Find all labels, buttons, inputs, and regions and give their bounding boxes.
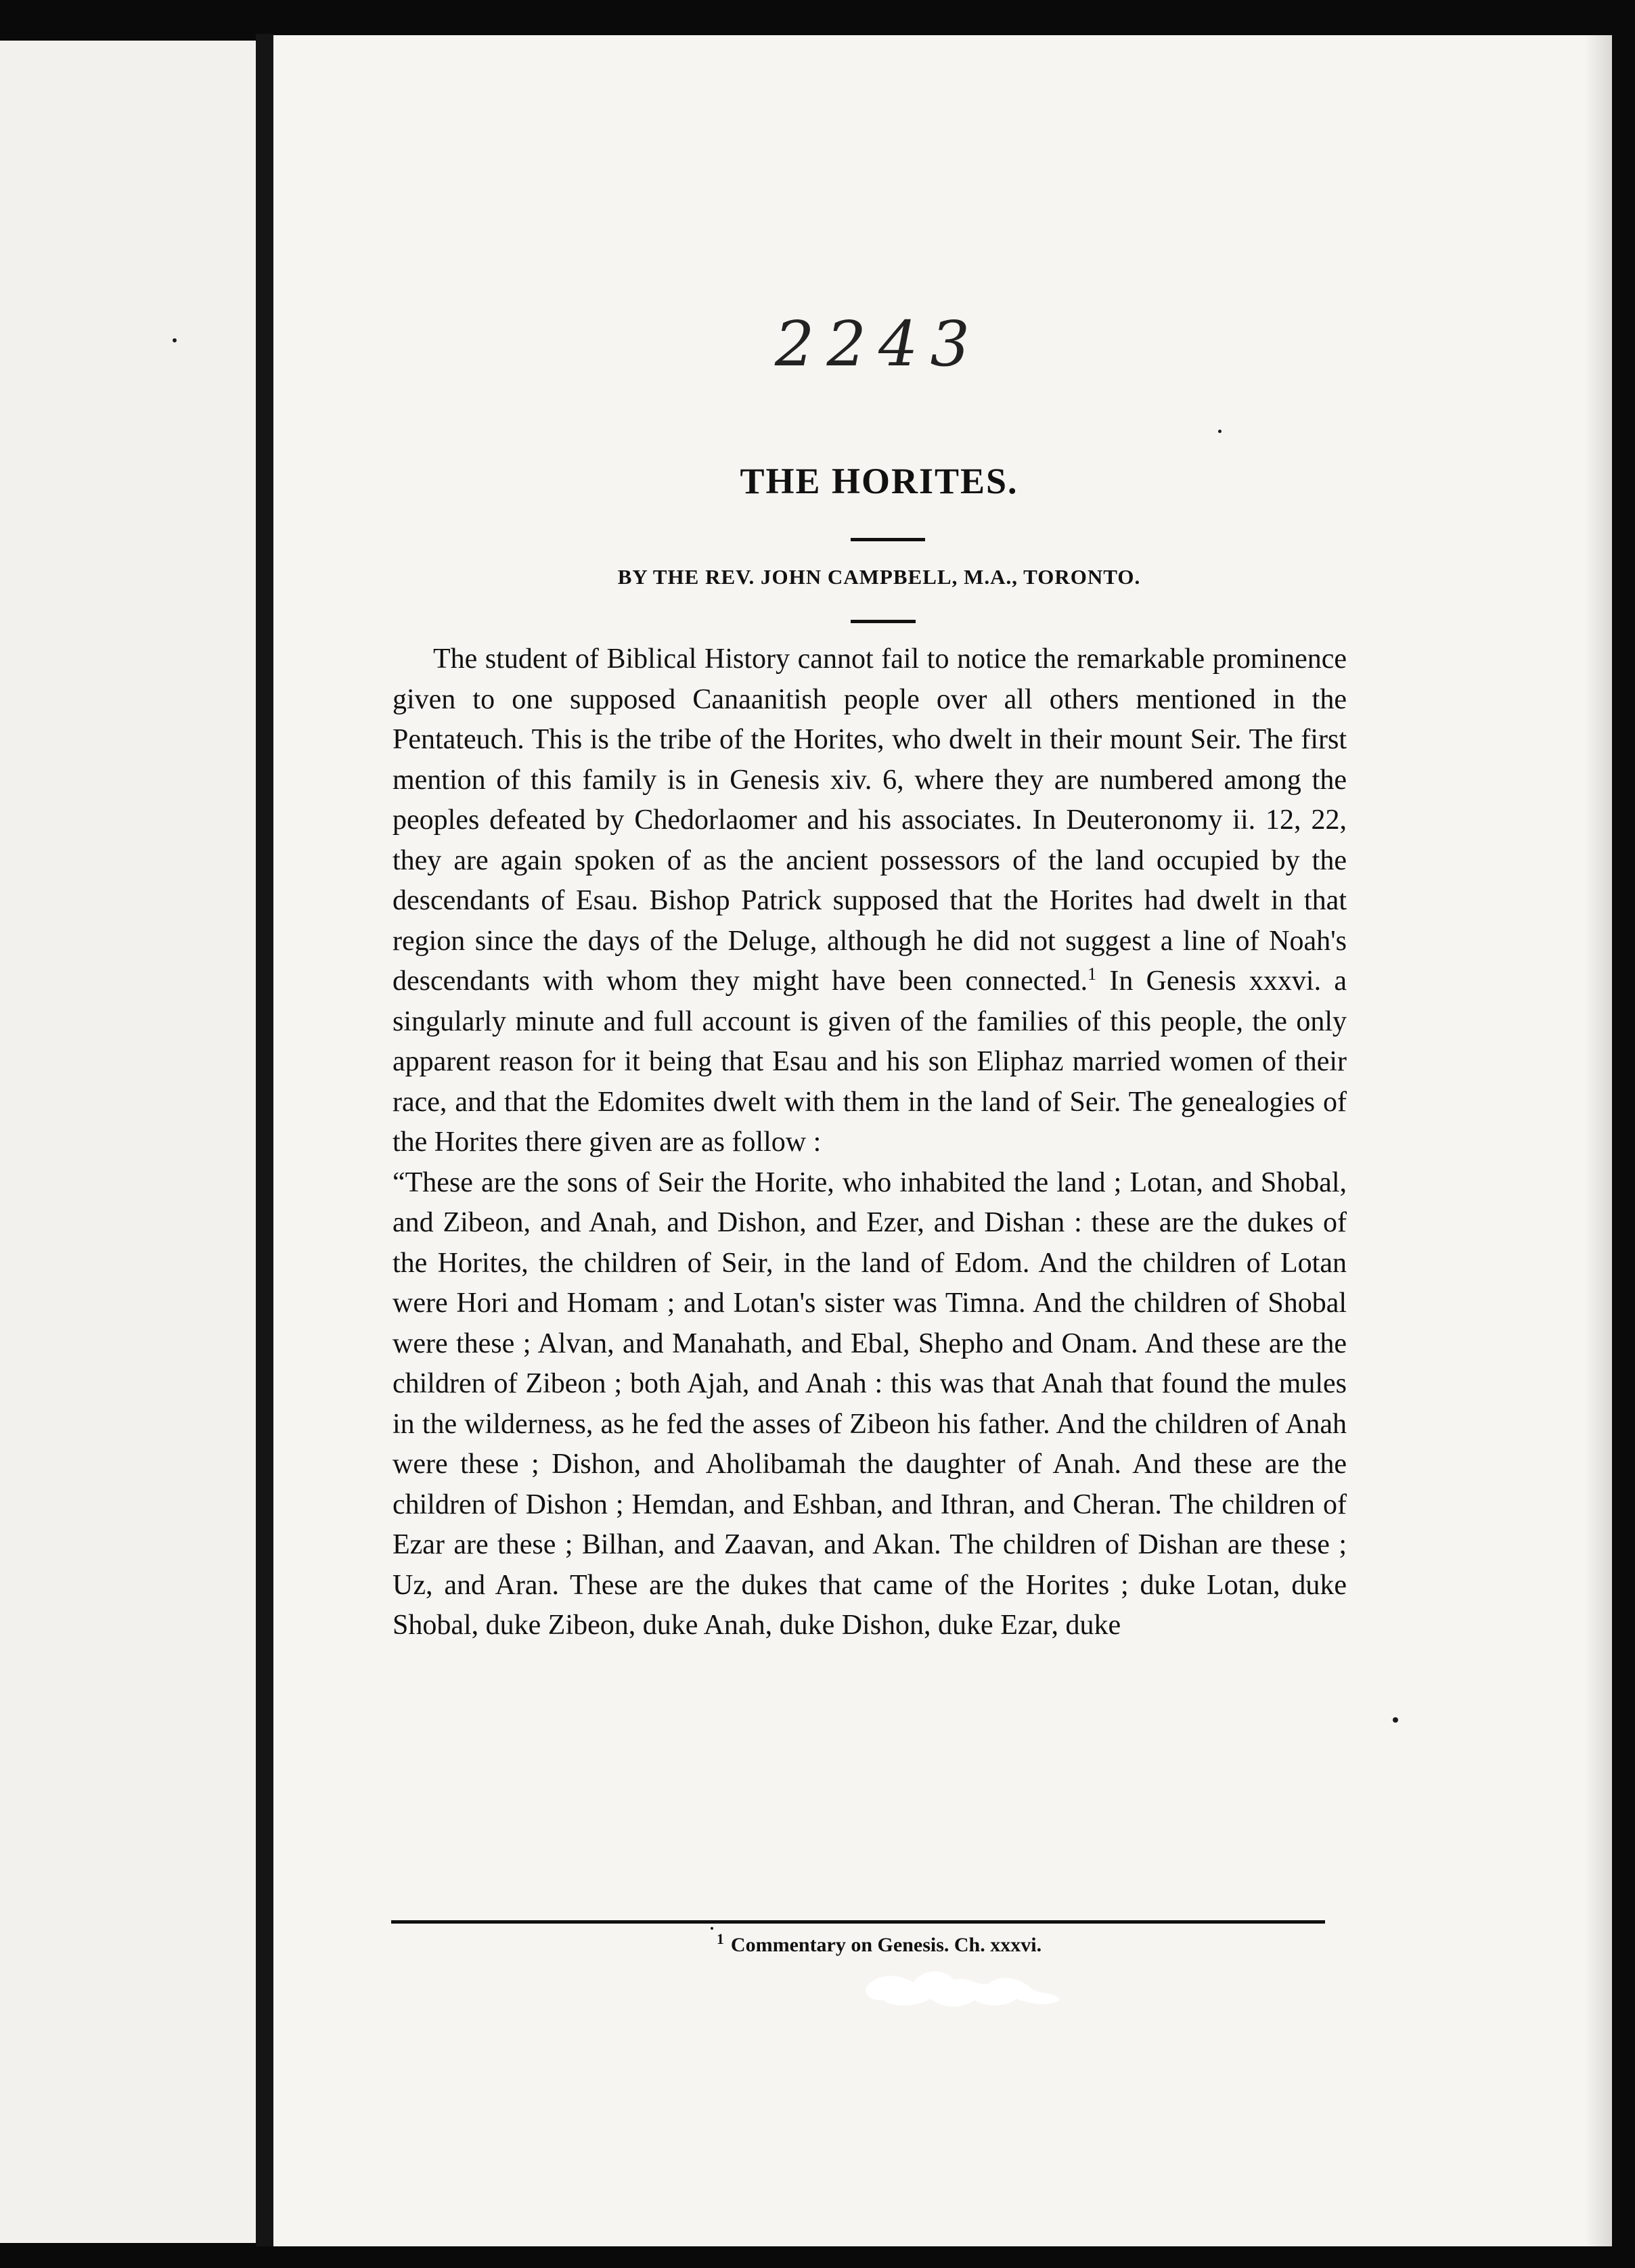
article-title: THE HORITES.: [740, 461, 1018, 501]
footnote: [273, 1930, 1485, 1957]
body-paragraph: [393, 639, 1347, 1163]
article-byline: BY THE REV. JOHN CAMPBELL, M.A., TORONTO.: [617, 565, 1141, 589]
title-rule: [851, 538, 925, 541]
paragraph-text-continued: In Genesis xxxvi. a singularly minute and full account is given of the families of this people, the only apparent reason for it being that Esau and his son Eliphaz married women of their race, and that the Edomites dwelt with them in the land of Seir. The genealogies of the Horites there given are as follow :: [393, 966, 1347, 1158]
footnote-text: Commentary on Genesis. Ch. xxxvi.: [730, 1934, 1042, 1956]
genealogy-quotation: “These are the sons of Seir the Horite, who inhabited the land ; Lotan, and Shobal, and Zibeon, and Anah, and Dishon, and Ezer, and Dishan : these are the dukes of the Horites, the children of Seir, in the land of Edom. And the children of Lotan were Hori and Homam ; and Lotan's sister was Timna. And the children of Shobal were these ; Alvan, and Manahath, and Ebal, Shepho and Onam. And these are the children of Zibeon ; both Ajah, and Anah : this was that Anah that found the mules in the wilderness, as he fed the asses of Zibeon his father. And the children of Anah were these ; Dishon, and Aholibamah the daughter of Anah. And these are the children of Dishon ; Hemdan, and Eshban, and Ithran, and Cheran. The children of Ezar are these ; Bilhan, and Zaavan, and Akan. The children of Dishan are these ; Uz, and Aran. These are the dukes that came of the Horites ; duke Lotan, duke Shobal, duke Zibeon, duke Anah, duke Dishon, duke Ezar, duke: [393, 1166, 1347, 1641]
dust-speck: [173, 338, 177, 342]
byline-rule: [851, 620, 916, 623]
facing-page-edge: [0, 41, 267, 2243]
article-body: [393, 639, 1347, 1646]
handwritten-catalog-number: 2243: [774, 308, 983, 380]
footnote-reference: 1: [1088, 964, 1097, 984]
dust-speck: [1393, 1717, 1398, 1723]
book-gutter: [256, 34, 273, 2246]
page-edge-shadow: [1585, 35, 1612, 2246]
footnote-number: 1: [716, 1930, 724, 1947]
paragraph-text: The student of Biblical History cannot fail to notice the remarkable prominence given to one supposed Canaanitish people over all others mentioned in the Pentateuch. This is the tribe of the Horites, who dwelt in their mount Seir. The first mention of this family is in Genesis xiv. 6, where they are numbered among the peoples defeated by Chedorlaomer and his associates. In Deuteronomy ii. 12, 22, they are again spoken of as the ancient possessors of the land occupied by the descendants of Esau. Bishop Patrick supposed that the Horites had dwelt in that region since the days of the Deluge, although he did not suggest a line of Noah's descendants with whom they might have been connected.: [393, 643, 1347, 997]
paper-damage-blot: [859, 1959, 1062, 2014]
dust-speck: [711, 1927, 713, 1930]
footnote-rule: [391, 1920, 1325, 1924]
dust-speck: [1218, 430, 1222, 433]
